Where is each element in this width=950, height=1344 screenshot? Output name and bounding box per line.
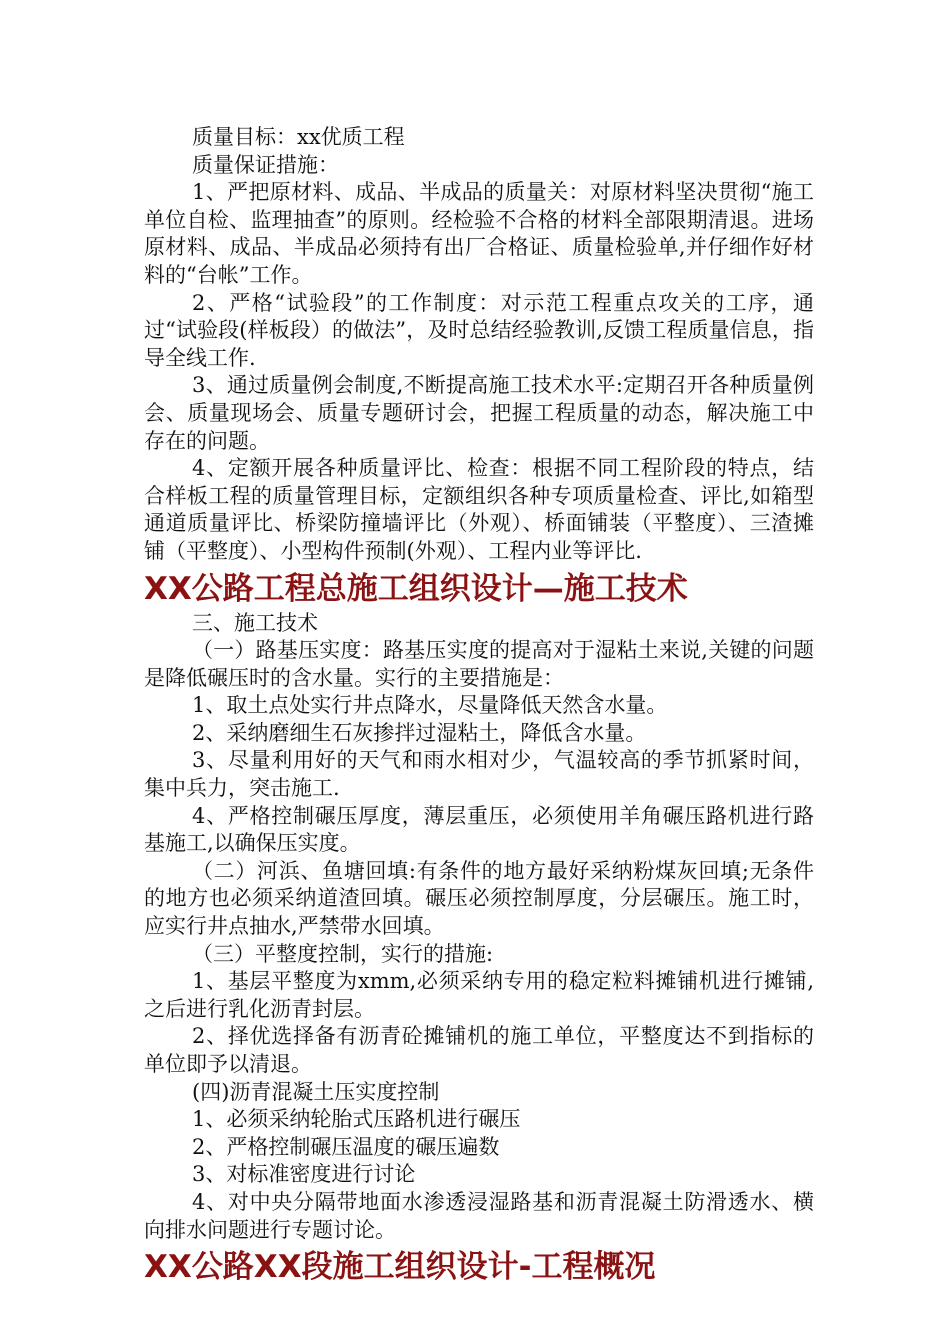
measure-paragraph: 4、定额开展各种质量评比、检查：根据不同工程阶段的特点，结合样板工程的质量管理目标，定额组织各种专项质量检查、评比,如箱型通道质量评比、桥梁防撞墙评比（外观）、桥面铺装（平整度）、三渣摊铺（平整度）、小型构件预制(外观）、工程内业等评比.: [144, 456, 814, 563]
technique-paragraph: 3、对标准密度进行讨论: [192, 1162, 416, 1187]
measure-paragraph: 3、通过质量例会制度,不断提高施工技术水平:定期召开各种质量例会、质量现场会、质量专题研讨会，把握工程质量的动态，解决施工中存在的问题。: [144, 373, 814, 453]
technique-paragraph: (四)沥青混凝土压实度控制: [192, 1079, 440, 1104]
measure-paragraph: 1、严把原材料、成品、半成品的质量关：对原材料坚决贯彻“施工单位自检、监理抽查”的原则。经检验不合格的材料全部限期清退。进场原材料、成品、半成品必须持有出厂合格证、质量检验单,并仔细作好材料的“台帐”工作。: [144, 180, 814, 287]
section-subtitle: 三、施工技术: [192, 610, 318, 635]
section-heading-project-overview: XX公路XX段施工组织设计-工程概况: [144, 1249, 656, 1286]
technique-paragraph: 2、择优选择备有沥青砼摊铺机的施工单位，平整度达不到指标的单位即予以清退。: [144, 1024, 814, 1076]
technique-paragraph: 1、基层平整度为xmm,必须采纳专用的稳定粒料摊铺机进行摊铺,之后进行乳化沥青封层。: [144, 969, 814, 1021]
quality-measures-label: 质量保证措施：: [192, 152, 339, 177]
section-heading-construction-technique: XX公路工程总施工组织设计—施工技术: [144, 570, 688, 607]
technique-paragraph: 1、取土点处实行井点降水，尽量降低天然含水量。: [192, 693, 668, 718]
technique-paragraph: 2、严格控制碾压温度的碾压遍数: [192, 1134, 500, 1159]
quality-target: 质量目标：xx优质工程: [192, 125, 405, 149]
technique-paragraph: 4、严格控制碾压厚度，薄层重压，必须使用羊角碾压路机进行路基施工,以确保压实度。: [144, 803, 814, 856]
measure-paragraph: 2、严格“试验段”的工作制度：对示范工程重点攻关的工序，通过“试验段(样板段）的做法”，及时总结经验教训,反馈工程质量信息，指导全线工作.: [144, 290, 814, 370]
technique-paragraph: 2、采纳磨细生石灰掺拌过湿粘土，降低含水量。: [192, 720, 647, 745]
technique-paragraph: 3、尽量利用好的天气和雨水相对少，气温较高的季节抓紧时间，集中兵力，突击施工.: [144, 748, 814, 801]
technique-paragraph: （三）平整度控制，实行的措施:: [192, 941, 494, 966]
technique-paragraph: （一）路基压实度：路基压实度的提高对于湿粘土来说,关键的问题是降低碾压时的含水量。实行的主要措施是：: [144, 638, 814, 690]
technique-paragraph: 4、对中央分隔带地面水渗透浸湿路基和沥青混凝土防滑透水、横向排水问题进行专题讨论。: [144, 1189, 814, 1242]
technique-paragraph: （二）河浜、鱼塘回填:有条件的地方最好采纳粉煤灰回填;无条件的地方也必须采纳道渣回填。碾压必须控制厚度，分层碾压。施工时，应实行井点抽水,严禁带水回填。: [144, 858, 814, 939]
document-body: [144, 124, 814, 1288]
technique-paragraph: 1、必须采纳轮胎式压路机进行碾压: [192, 1107, 521, 1132]
